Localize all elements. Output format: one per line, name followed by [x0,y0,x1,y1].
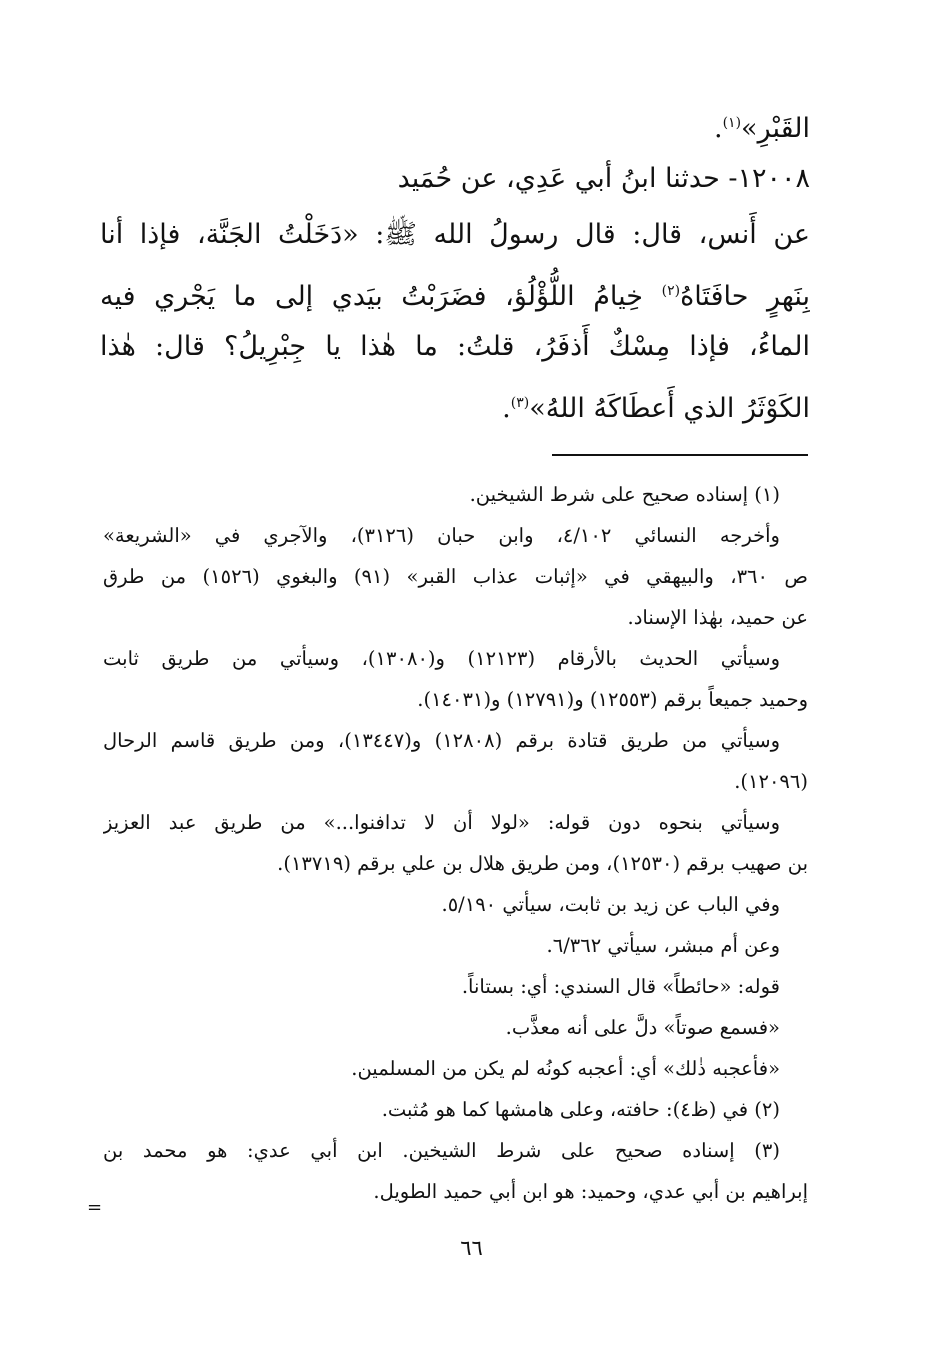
hadith-line-5: الماءُ، فإذا مِسْكٌ أَذفَرُ، قلتُ: ما هٰذا يا جِبْرِيلُ؟ قال: هٰذا [100,331,810,362]
footnote-line: (٢) في (ظ٤): حافته، وعلى هامشها كما هو مُثبت. [381,1098,780,1121]
hadith-heading: ١٢٠٠٨- حدثنا ابنُ أبي عَدِي، عن حُمَيد [397,163,810,194]
footnote-line: وفي الباب عن زيد بن ثابت، سيأتي ٥/١٩٠. [441,893,780,916]
continuation-mark: = [87,1197,103,1218]
footnote-line: وسيأتي الحديث بالأرقام (١٢١٢٣) و(١٣٠٨٠)، وسيأتي من طريق ثابت [103,647,780,670]
footnote-line: وحميد جميعاً برقم (١٢٥٥٣) و(١٢٧٩١) و(١٤٠٣١). [417,688,808,711]
hadith-line-4 [100,263,810,319]
hadith-text [100,95,810,431]
footnotes [103,474,808,1212]
footnote-marker-2: (٢) [661,283,681,299]
footnote-line: عن حميد، بهٰذا الإسناد. [627,606,808,629]
hadith-line-3: عن أَنس، قال: قال رسولُ الله ﷺ: «دَخَلْتُ الجَنَّة، فإذا أنا [100,219,810,250]
footnote-marker-3: (٣) [510,395,530,411]
footnote-marker-1: (١) [722,115,742,131]
hadith-text-segment: . [713,113,723,144]
footnote-line: وعن أم مبشر، سيأتي ٦/٣٦٢. [546,934,780,957]
hadith-text-segment: القَبْرِ» [741,113,810,144]
footnote-line: «فأعجبه ذٰلك» أي: أعجبه كونُه لم يكن من المسلمين. [351,1057,780,1080]
footnote-line: (٣) إسناده صحيح على شرط الشيخين. ابن أبي عدي: هو محمد بن [103,1139,780,1162]
footnote-line: وسيأتي بنحوه دون قوله: «لولا أن لا تدافنوا...» من طريق عبد العزيز [103,811,780,834]
footnote-separator [552,454,808,456]
footnote-line: قوله: «حائطاً» قال السندي: أي: بستاناً. [461,975,780,998]
hadith-line-1 [100,95,810,151]
hadith-text-segment: الكَوْثَرُ الذي أَعطَاكَهُ اللهُ» [529,393,810,424]
footnote-line: (١) إسناده صحيح على شرط الشيخين. [469,483,780,506]
footnote-line: (١٢٠٩٦). [734,770,808,793]
hadith-text-segment: . [502,393,511,424]
footnote-line: بن صهيب برقم (١٢٥٣٠)، ومن طريق هلال بن علي برقم (١٣٧١٩). [277,852,808,875]
footnote-line: «فسمع صوتاً» دلَّ على أنه معذَّب. [505,1016,780,1039]
hadith-line-6 [100,375,810,431]
footnote-line: ص ٣٦٠، والبيهقي في «إثبات عذاب القبر» (٩١) والبغوي (١٥٢٦) من طرق [103,565,808,588]
hadith-text-segment: خِيامُ اللُّؤْلُؤ، فضَرَبْتُ بيَدي إلى ما يَجْري فيه [100,281,662,312]
footnote-line: وأخرجه النسائي ٤/١٠٢، وابن حبان (٣١٢٦)، والآجري في «الشريعة» [103,524,780,547]
page-number: ٦٦ [460,1236,483,1260]
footnote-line: وسيأتي من طريق قتادة برقم (١٢٨٠٨) و(١٣٤٤٧)، ومن طريق قاسم الرحال [103,729,780,752]
hadith-text-segment: بِنَهرٍ حافَتَاهُ [680,281,810,312]
footnote-line: إبراهيم بن أبي عدي، وحميد: هو ابن أبي حميد الطويل. [373,1180,808,1203]
